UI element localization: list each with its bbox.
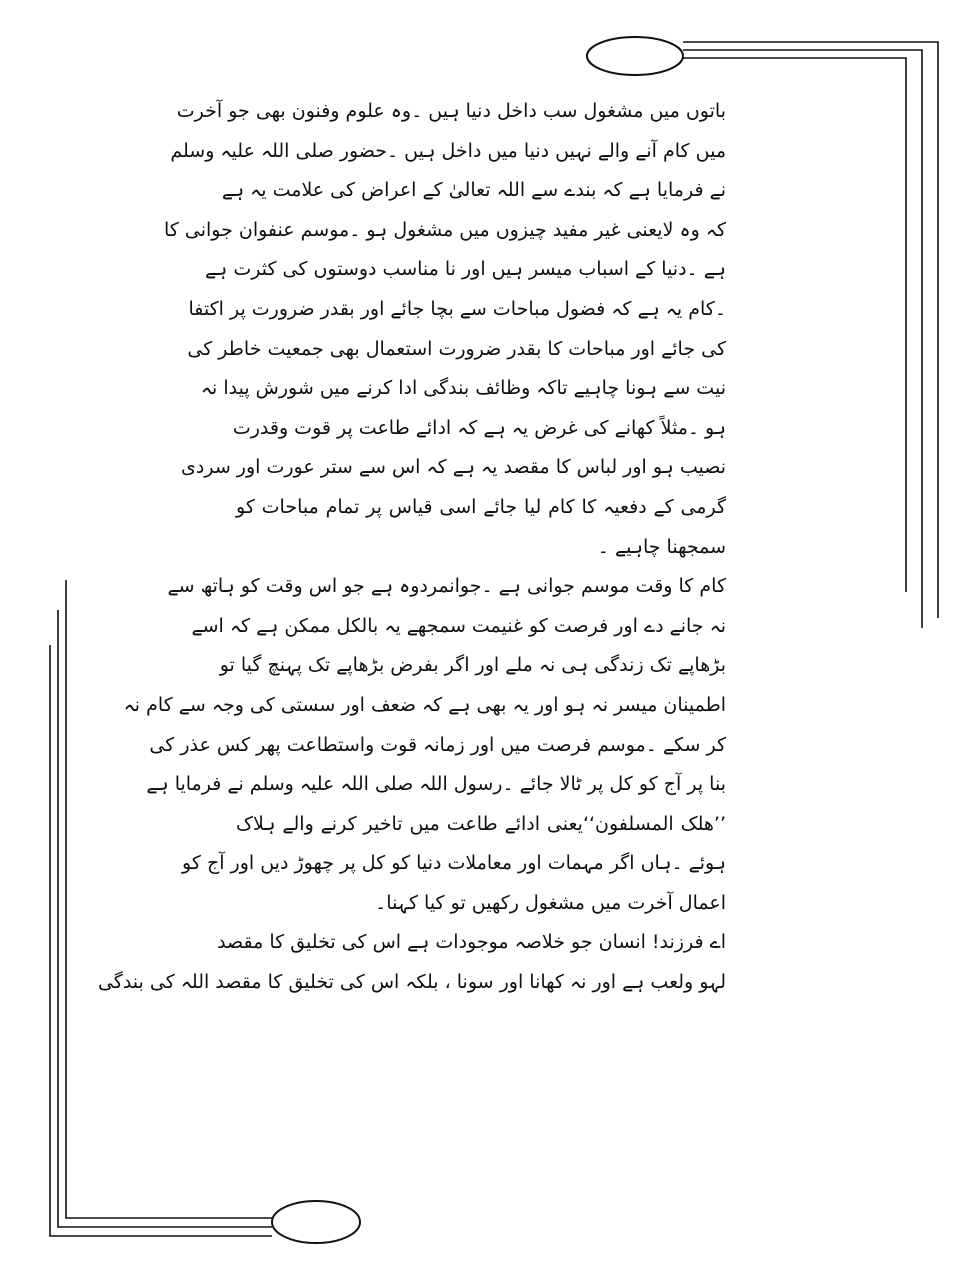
text-line-3: نے فرمایا ہے کہ بندے سے اللہ تعالیٰ کے اعراض کی علامت یہ ہے	[221, 179, 726, 202]
text-line-5: ہے ۔دنیا کے اسباب میسر ہیں اور نا مناسب دوستوں کی کثرت ہے	[205, 258, 726, 281]
text-line-23: لہو ولعب ہے اور نہ کھانا اور سونا ، بلکہ اس کی تخلیق کا مقصد اللہ کی بندگی	[97, 971, 726, 994]
urdu-text-body	[97, 92, 726, 1003]
bottom-ornament-oval	[272, 1201, 360, 1243]
text-line-15: بڑھاپے تک زندگی ہی نہ ملے اور اگر بفرض بڑھاپے تک پہنچ گیا تو	[219, 654, 726, 677]
text-line-4: کہ وہ لایعنی غیر مفید چیزوں میں مشغول ہو ۔موسم عنفوان جوانی کا	[163, 218, 726, 241]
text-line-7: کی جائے اور مباحات کا بقدر ضرورت استعمال بھی جمعیت خاطر کی	[187, 337, 726, 360]
text-line-1: باتوں میں مشغول سب داخل دنیا ہیں ۔وہ علوم وفنون بھی جو آخرت	[176, 100, 726, 122]
text-line-12: سمجھنا چاہیے ۔	[597, 535, 726, 558]
text-line-6: ۔کام یہ ہے کہ فضول مباحات سے بچا جائے اور بقدر ضرورت پر اکتفا	[188, 297, 726, 320]
text-line-11: گرمی کے دفعیہ کا کام لیا جائے اسی قیاس پر تمام مباحات کو	[236, 495, 726, 518]
text-line-10: نصیب ہو اور لباس کا مقصد یہ ہے کہ اس سے ستر عورت اور سردی	[181, 456, 726, 479]
top-ornament-oval	[587, 37, 683, 75]
text-line-13: کام کا وقت موسم جوانی ہے ۔جوانمردوہ ہے جو اس وقت کو ہاتھ سے	[167, 575, 726, 598]
text-line-22: اے فرزند! انسان جو خلاصہ موجودات ہے اس کی تخلیق کا مقصد	[217, 931, 726, 954]
text-line-20: ہوئے ۔ہاں اگر مہمات اور معاملات دنیا کو کل پر چھوڑ دیں اور آج کو	[182, 852, 726, 875]
text-line-8: نیت سے ہونا چاہیے تاکہ وظائف بندگی ادا کرنے میں شورش پیدا نہ	[200, 377, 726, 400]
text-line-16: اطمینان میسر نہ ہو اور یہ بھی ہے کہ ضعف اور سستی کی وجہ سے کام نہ	[123, 693, 726, 716]
text-line-19: ’’ھلک المسلفون‘‘یعنی ادائے طاعت میں تاخیر کرنے والے ہلاک	[236, 812, 726, 835]
text-line-18: بنا پر آج کو کل پر ٹالا جائے ۔رسول اللہ صلی اللہ علیہ وسلم نے فرمایا ہے	[146, 773, 726, 796]
text-line-17: کر سکے ۔موسم فرصت میں اور زمانہ قوت واستطاعت پھر کس عذر کی	[149, 733, 726, 756]
text-line-9: ہو ۔مثلاً کھانے کی غرض یہ ہے کہ ادائے طاعت پر قوت وقدرت	[232, 416, 726, 439]
text-line-21: اعمال آخرت میں مشغول رکھیں تو کیا کہنا۔	[375, 891, 726, 914]
text-line-14: نہ جانے دے اور فرصت کو غنیمت سمجھے یہ بالکل ممکن ہے کہ اسے	[191, 614, 726, 637]
text-line-2: میں کام آنے والے نہیں دنیا میں داخل ہیں ۔حضور صلی اللہ علیہ وسلم	[170, 139, 726, 162]
